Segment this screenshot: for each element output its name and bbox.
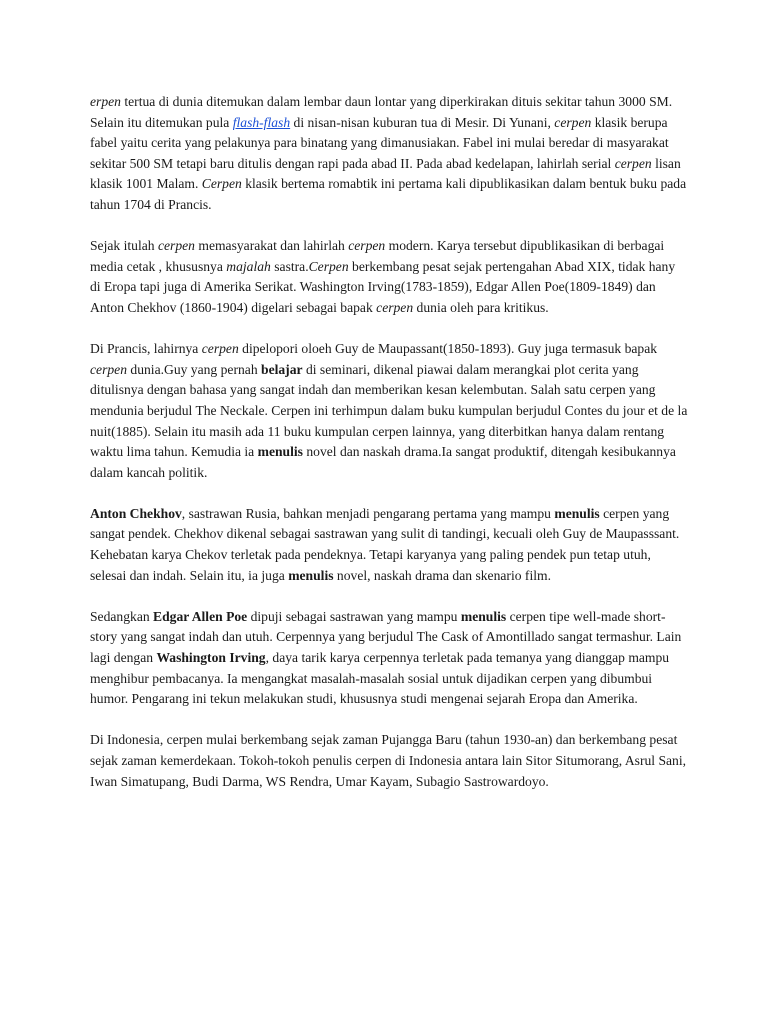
- term-cerpen: cerpen: [348, 238, 386, 254]
- paragraph-poe-irving: [90, 607, 688, 710]
- term-menulis: menulis: [554, 505, 600, 521]
- term-cerpen: cerpen: [157, 238, 195, 254]
- text-span: lisan klasik 1001 Malam.: [90, 155, 681, 192]
- term-menulis: menulis: [288, 567, 334, 583]
- name-washington-irving: Washington Irving: [156, 650, 266, 666]
- term-cerpen: cerpen: [614, 155, 652, 171]
- term-menulis: menulis: [460, 608, 507, 624]
- term-cerpen: cerpen: [554, 114, 592, 130]
- term-majalah: majalah: [226, 258, 271, 274]
- text-span: , daya tarik karya cerpennya terletak pada temanya yang dianggap mampu menghibur pembacanya. Ia mengangkat masalah-masalah sosial untuk dijadikan cerpen yang dibumbui humor. Pengarang ini tekun melakukan studi, khususnya studi mengenai sejarah Eropa dan Amerika.: [90, 650, 670, 707]
- term-cerpen: cerpen: [90, 361, 127, 377]
- text-span: novel dan naskah drama.Ia sangat produktif, ditengah kesibukannya dalam kancah politik.: [90, 444, 676, 480]
- name-edgar-allen-poe: Edgar Allen Poe: [153, 608, 248, 624]
- paragraph-modern: [90, 236, 688, 318]
- term-cerpen: erpen: [90, 94, 121, 109]
- text-span: klasik berupa fabel yaitu cerita yang pelakunya para binatang yang dimanusiakan. Fabel ini mulai beredar di masyarakat sekitar 500 SM tetapi baru ditulis dengan rapi pada abad II. Pada abad kedelapan, lahirlah serial: [90, 114, 669, 171]
- paragraph-prancis: [90, 339, 688, 483]
- paragraph-history: [90, 92, 688, 216]
- text-span: memasyarakat dan lahirlah: [194, 238, 349, 254]
- text-span: tertua di dunia ditemukan dalam lembar daun lontar yang diperkirakan dituis sekitar tahun 3000 SM. Selain itu ditemukan pula: [90, 94, 673, 130]
- document-body: [90, 92, 688, 792]
- text-span: Di Prancis, lahirnya: [90, 341, 202, 357]
- term-belajar: belajar: [261, 361, 303, 377]
- text-span: berkembang pesat sejak pertengahan Abad XIX, tidak hany di Eropa tapi juga di Amerika Serikat. Washington Irving(1783-1859), Edgar Allen Poe(1809-1849) dan Anton Chekhov (1860-1904) digelari sebagai bapak: [90, 258, 676, 315]
- text-span: Sedangkan: [90, 608, 154, 624]
- text-span: , sastrawan Rusia, bahkan menjadi pengarang pertama yang mampu: [181, 505, 555, 521]
- text-span: di seminari, dikenal piawai dalam merangkai plot cerita yang ditulisnya dengan bahasa yang sangat indah dan memberikan kesan kelembutan. Salah satu cerpen yang mendunia berjudul The Neckale. Cerpen ini terhimpun dalam buku kumpulan berjudul Contes du jour et de la nuit(1885). Selain itu masih ada 11 buku kumpulan cerpen lainnya, yang diterbitkan hanya dalam rentang waktu lima tahun. Kemudia ia: [90, 361, 688, 460]
- text-span: dipuji sebagai sastrawan yang mampu: [247, 608, 461, 624]
- name-anton-chekhov: Anton Chekhov: [90, 505, 182, 521]
- text-span: klasik bertema romabtik ini pertama kali dipublikasikan dalam bentuk buku pada tahun 1704 di Prancis.: [90, 176, 687, 212]
- term-cerpen: cerpen: [376, 299, 414, 315]
- flash-flash-link[interactable]: flash-flash: [232, 114, 291, 130]
- text-span: modern. Karya tersebut dipublikasikan di berbagai media cetak , khususnya: [90, 238, 665, 274]
- paragraph-chekhov: [90, 504, 688, 586]
- text-span: cerpen tipe well-made short-story yang sangat indah dan utuh. Cerpennya yang berjudul The Cask of Amontillado sangat termashur. Lain lagi dengan: [90, 608, 682, 666]
- term-cerpen: cerpen: [201, 341, 239, 357]
- text-span: Di Indonesia, cerpen mulai berkembang sejak zaman Pujangga Baru (tahun 1930-an) dan berkembang pesat sejak zaman kemerdekaan. Tokoh-tokoh penulis cerpen di Indonesia antara lain Sitor Situmorang, Asrul Sani, Iwan Simatupang, Budi Darma, WS Rendra, Umar Kayam, Subagio Sastrowardoyo.: [90, 732, 687, 789]
- text-span: Sejak itulah: [90, 238, 158, 254]
- term-cerpen: Cerpen: [201, 176, 242, 192]
- text-span: di nisan-nisan kuburan tua di Mesir. Di Yunani,: [290, 114, 555, 130]
- text-span: cerpen yang sangat pendek. Chekhov dikenal sebagai sastrawan yang sulit di tandingi, kecuali oleh Guy de Maupasssant. Kehebatan karya Chekov terletak pada pendeknya. Tetapi karyanya yang paling pendek pun tetap utuh, selesai dan indah. Selain itu, ia juga: [90, 505, 680, 583]
- text-span: novel, naskah drama dan skenario film.: [333, 567, 551, 583]
- text-span: dipelopori oloeh Guy de Maupassant(1850-1893). Guy juga termasuk bapak: [238, 341, 658, 357]
- text-span: dunia.Guy yang pernah: [127, 361, 262, 377]
- text-span: dunia oleh para kritikus.: [413, 299, 549, 315]
- term-menulis: menulis: [257, 444, 303, 460]
- text-span: sastra.: [270, 258, 309, 274]
- term-cerpen: Cerpen: [308, 258, 349, 274]
- paragraph-indonesia: [90, 730, 688, 792]
